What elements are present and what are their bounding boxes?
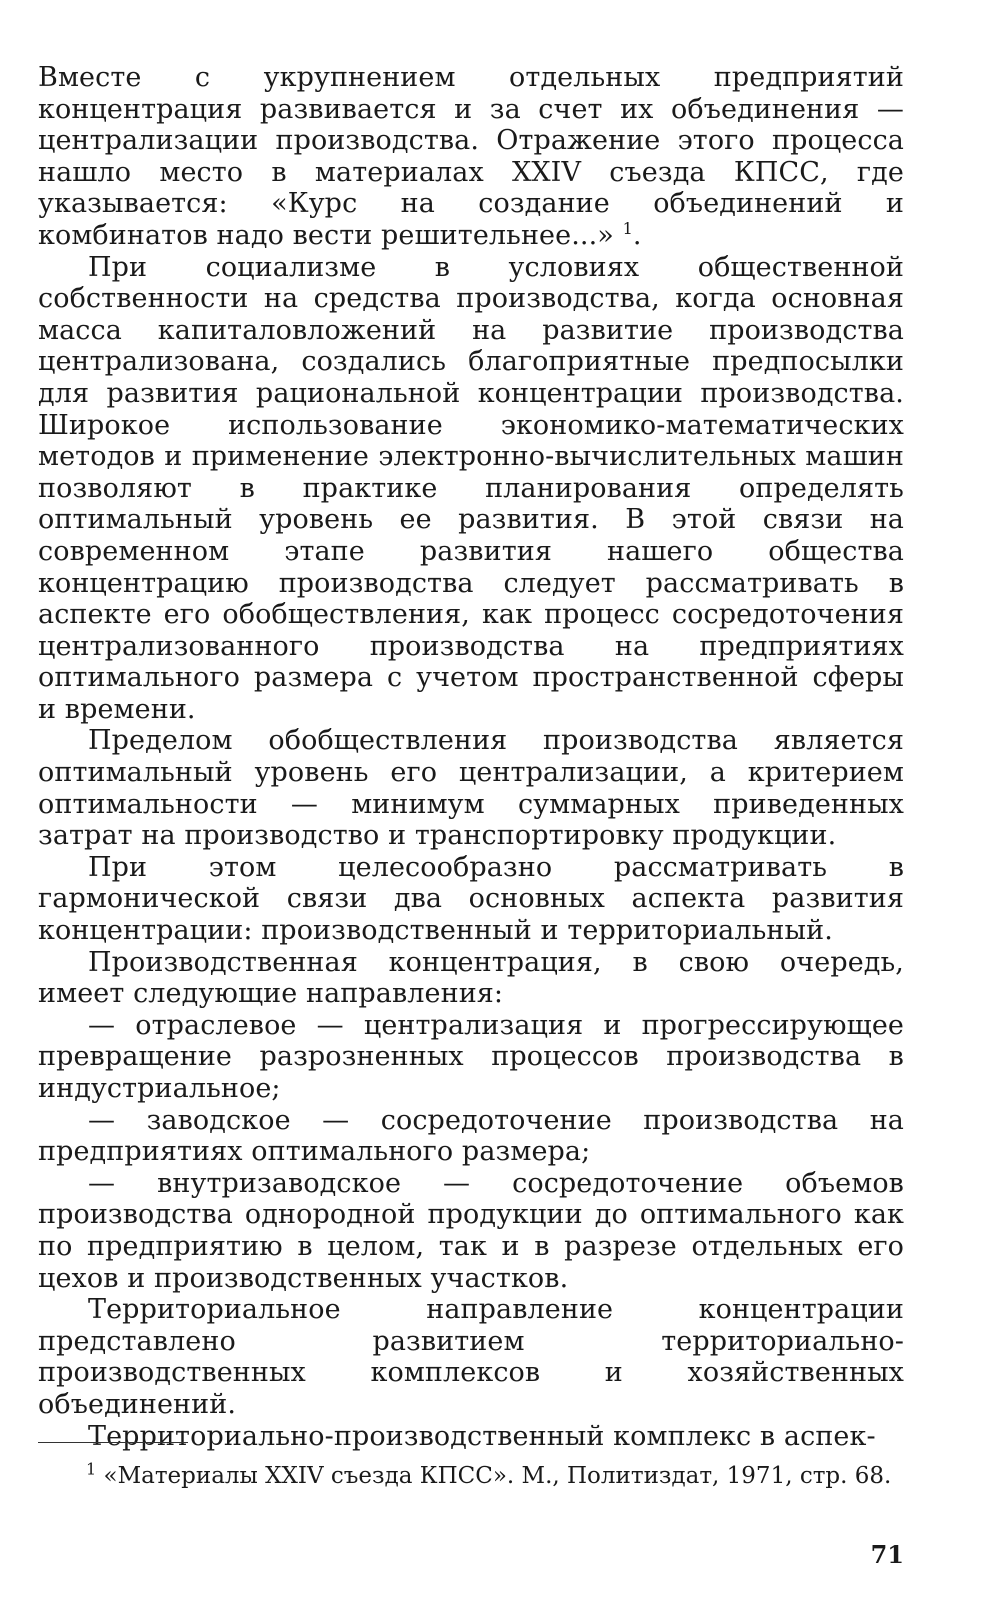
- footnote: [38, 1459, 904, 1490]
- footnote-text: «Материалы XXIV съезда КПСС». М., Политиздат, 1971, стр. 68.: [103, 1463, 892, 1489]
- paragraph-1: [38, 62, 904, 252]
- page-body: [38, 62, 904, 1452]
- paragraph-2: При социализме в условиях общественной собственности на средства производства, когда основная масса капиталовложений на развитие производства централизована, создались благоприятные предпосылки для развития рациональной концентрации производства. Широкое использование экономико-математических методов и применение электронно-вычислительных машин позволяют в практике планирования определять оптимальный уровень ее развития. В этой связи на современном этапе развития нашего общества концентрацию производства следует рассматривать в аспекте его обобществления, как процесс сосредоточения централизованного производства на предприятиях оптимального размера с учетом пространственной сферы и времени.: [38, 251, 904, 725]
- paragraph-4: При этом целесообразно рассматривать в гармонической связи два основных аспекта развития концентрации: производственный и территориальный.: [38, 851, 904, 947]
- paragraph-1-text: Вместе с укрупнением отдельных предприятий концентрация развивается и за счет их объединения — централизации производства. Отражение этого процесса нашло место в материалах XXIV съезда КПСС, где указывается: «Курс на создание объединений и комбинатов надо вести решительнее...»: [38, 62, 904, 251]
- paragraph-5: Производственная концентрация, в свою очередь, имеет следующие направления:: [38, 946, 904, 1010]
- paragraph-9: Территориальное направление концентрации представлено развитием территориально-производственных комплексов и хозяйственных объединений.: [38, 1294, 904, 1420]
- paragraph-3: Пределом обобществления производства является оптимальный уровень его централизации, а критерием оптимальности — минимум суммарных приведенных затрат на производство и транспортировку продукции.: [38, 725, 904, 852]
- footnote-mark: 1: [86, 1459, 97, 1479]
- paragraph-10: Территориально-производственный комплекс в аспек-: [88, 1420, 876, 1452]
- page-number: 71: [870, 1540, 904, 1569]
- list-item-plant: — заводское — сосредоточение производства на предприятиях оптимального размера;: [38, 1104, 904, 1168]
- list-item-intraplant: — внутризаводское — сосредоточение объемов производства однородной продукции до оптимального как по предприятию в целом, так и в разрезе отдельных его цехов и производственных участков.: [38, 1167, 904, 1294]
- list-item-sectoral: — отраслевое — централизация и прогрессирующее превращение разрозненных процессов производства в индустриальное;: [38, 1009, 904, 1104]
- footnote-divider: [38, 1442, 188, 1443]
- footnote-reference[interactable]: 1: [622, 218, 633, 238]
- paragraph-1-tail: .: [632, 219, 642, 251]
